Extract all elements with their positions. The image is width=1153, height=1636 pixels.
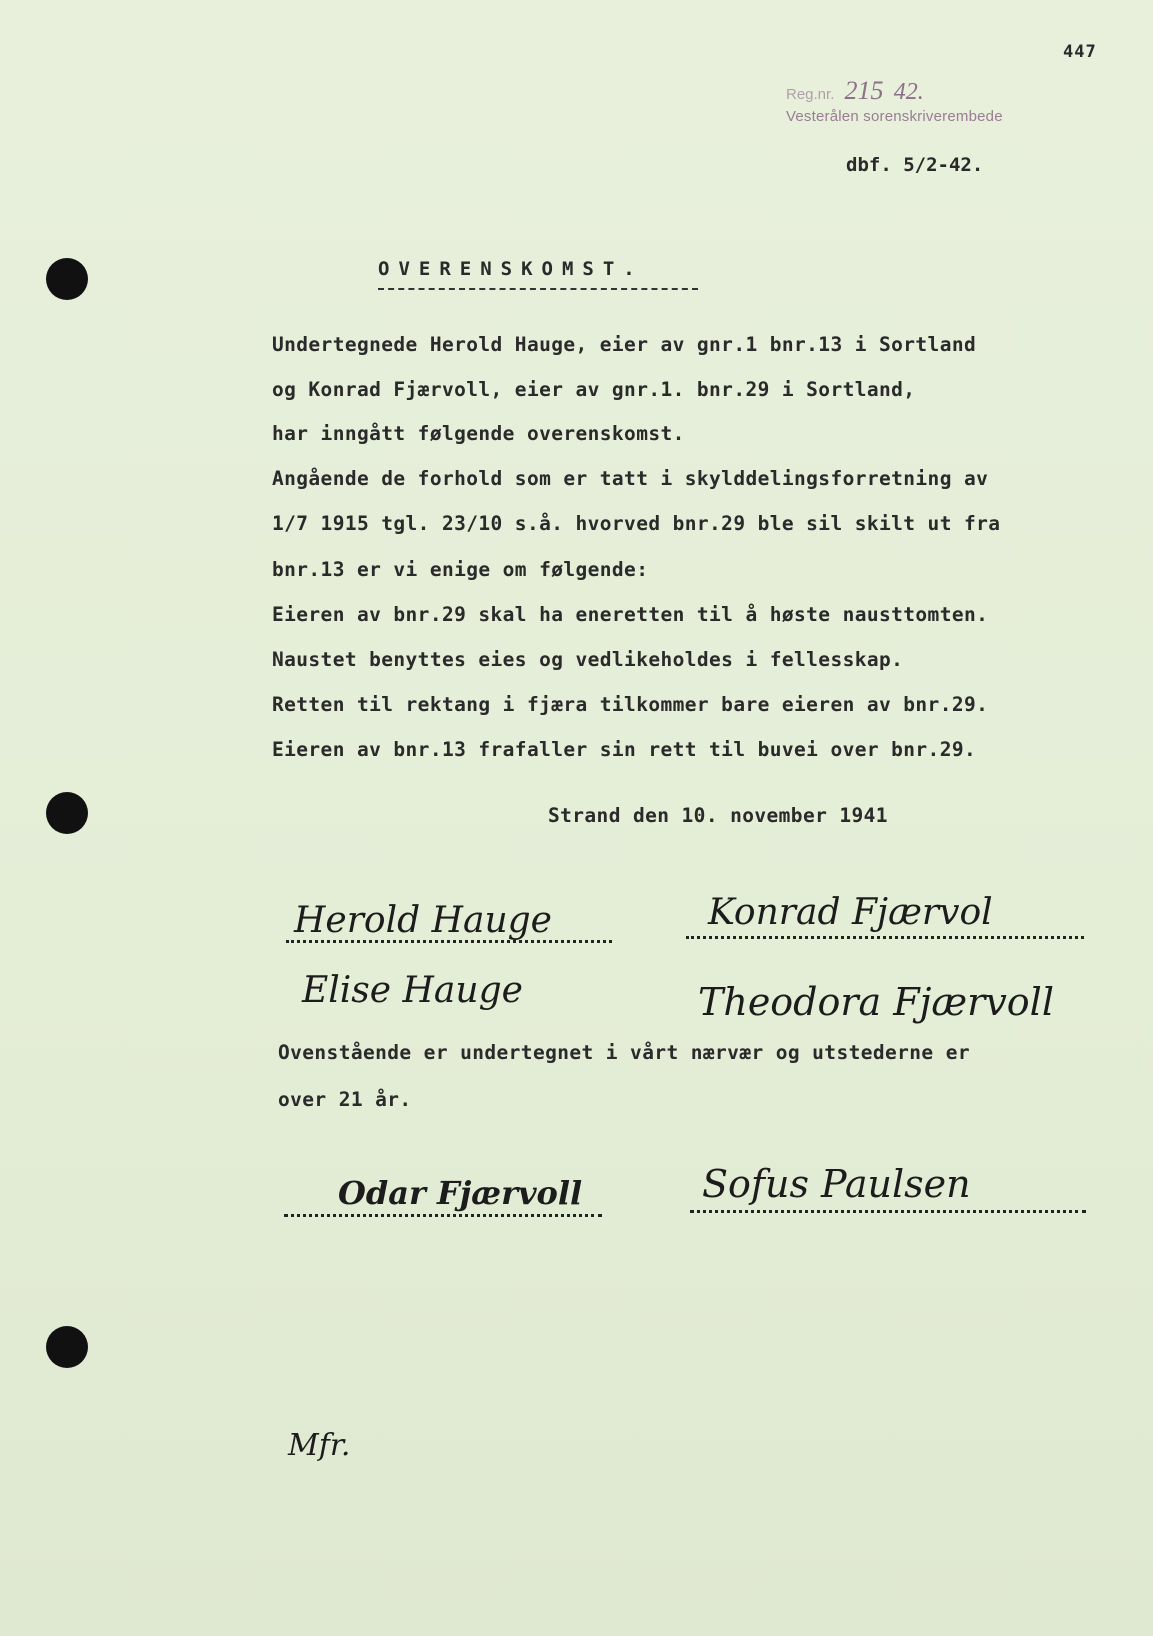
body-line: Undertegnede Herold Hauge, eier av gnr.1 bnr.13 i Sortland [272,333,977,356]
body-line: har inngått følgende overenskomst. [272,422,685,445]
stamp-office: Vesterålen sorenskriverembede [786,108,1003,125]
dbf-date: dbf. 5/2-42. [846,154,984,176]
place-date: Strand den 10. november 1941 [548,804,888,827]
signature-line [286,940,612,943]
body-line: og Konrad Fjærvoll, eier av gnr.1. bnr.29 i Sortland, [272,378,916,401]
witness-text-line: Ovenstående er undertegnet i vårt nærvær og utstederne er [278,1041,970,1064]
body-line: Naustet benyttes eies og vedlikeholdes i fellesskap. [272,648,904,671]
body-line: Eieren av bnr.29 skal ha eneretten til å høste nausttomten. [272,603,989,626]
signature-witness-1: Odar Fjærvoll [338,1174,583,1212]
stamp-reg-year: 42. [893,79,924,105]
signature-konrad-fjaervol: Konrad Fjærvol [708,892,993,933]
body-line: Angående de forhold som er tatt i skylddelingsforretning av [272,467,989,490]
signature-line [284,1214,602,1217]
registry-stamp [786,76,1003,125]
signature-witness-2: Sofus Paulsen [702,1162,971,1206]
page-number: 447 [1063,42,1097,62]
signature-elise-hauge: Elise Hauge [302,970,523,1011]
body-line: Eieren av bnr.13 frafaller sin rett til buvei over bnr.29. [272,738,977,761]
punch-hole [46,1326,88,1368]
punch-hole [46,792,88,834]
signature-line [686,936,1084,939]
body-line: bnr.13 er vi enige om følgende: [272,558,649,581]
signature-line [690,1210,1086,1213]
witness-text-line: over 21 år. [278,1088,412,1111]
stamp-reg-number: 215 [844,76,884,105]
body-line: Retten til rektang i fjæra tilkommer bare eieren av bnr.29. [272,693,989,716]
title-underline [378,288,698,290]
punch-hole [46,258,88,300]
signature-herold-hauge: Herold Hauge [294,900,552,941]
signature-theodora-fjaervoll: Theodora Fjærvoll [698,980,1054,1024]
document-title: OVERENSKOMST. [378,258,644,280]
stamp-reg-label: Reg.nr. [786,86,835,103]
initials-mark: Mfr. [288,1428,351,1463]
body-line: 1/7 1915 tgl. 23/10 s.å. hvorved bnr.29 ble sil skilt ut fra [272,512,1001,535]
